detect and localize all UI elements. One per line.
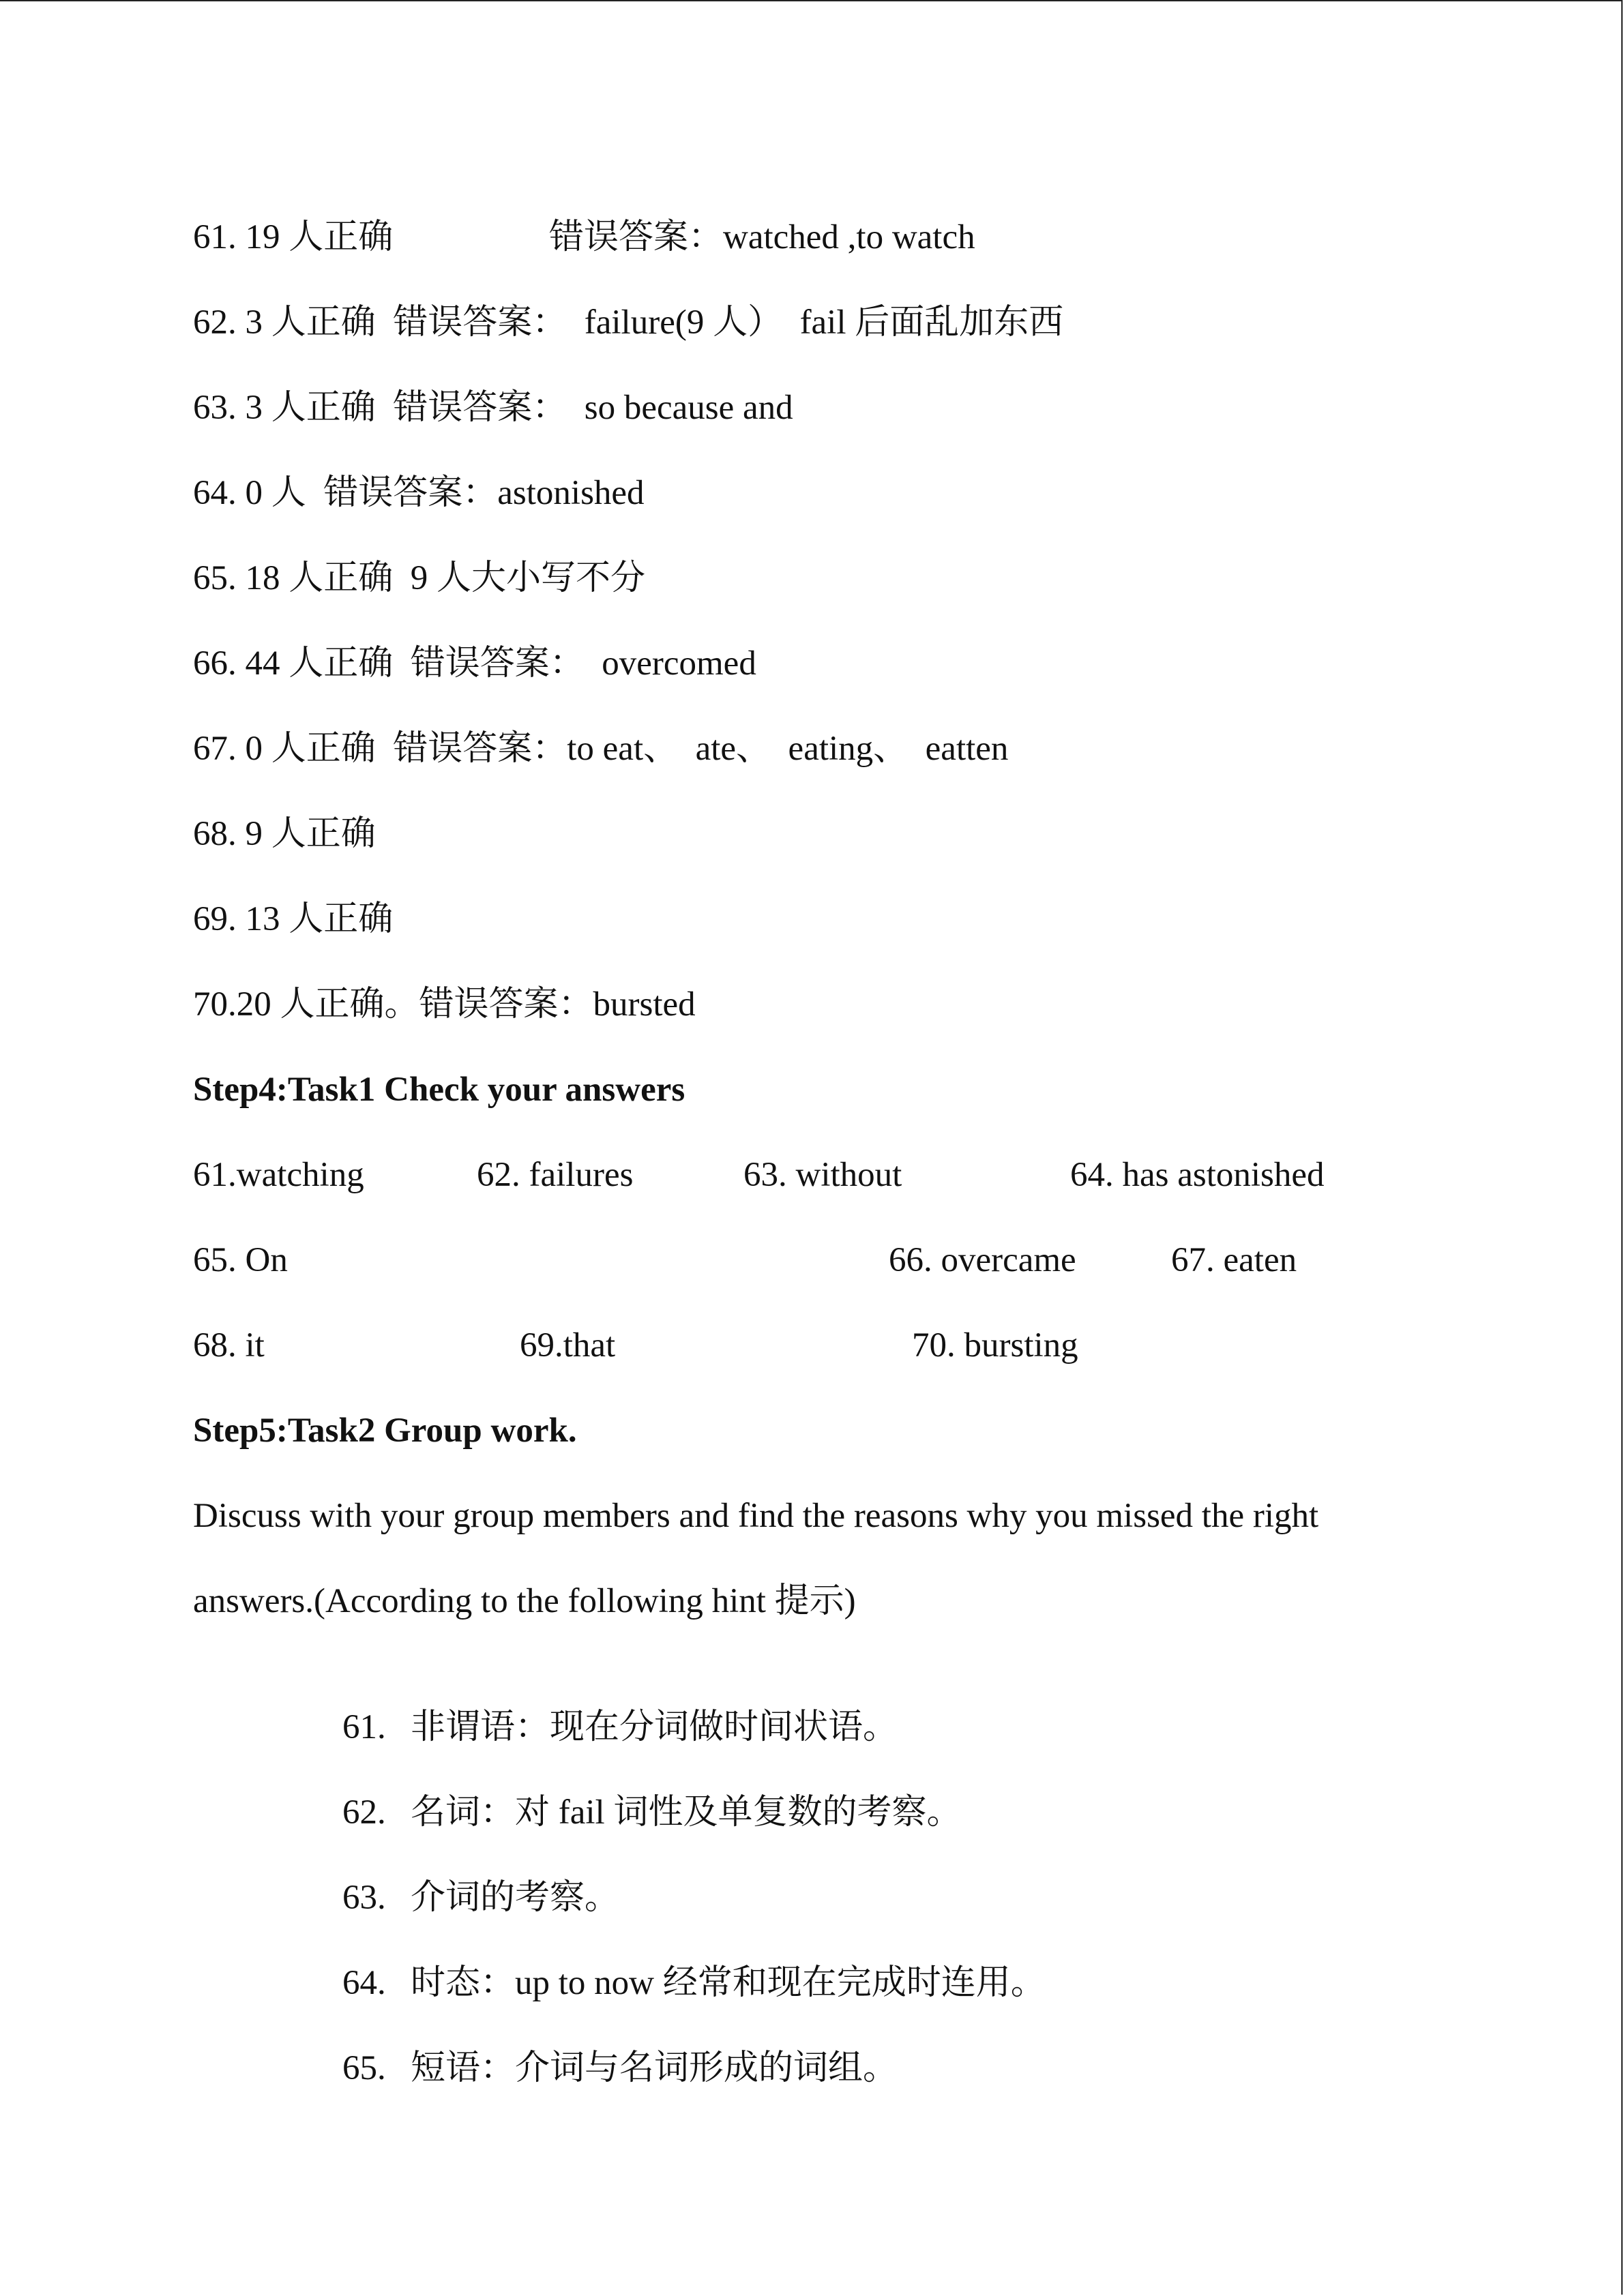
answer-67: 67. eaten [1171, 1241, 1297, 1279]
stat-line-65: 65. 18 人正确 9 人大小写不分 [193, 559, 646, 597]
stat-line-62: 62. 3 人正确 错误答案： failure(9 人） fail 后面乱加东西 [193, 303, 1064, 342]
hint-item [308, 2007, 898, 2130]
hint-number: 63. [342, 1879, 386, 1917]
hint-text: 介词的考察。 [411, 1879, 620, 1917]
stat-line-64: 64. 0 人 错误答案：astonished [193, 474, 645, 512]
hint-text: 非谓语：现在分词做时间状语。 [411, 1708, 898, 1746]
answer-66: 66. overcame [889, 1241, 1076, 1279]
stat-line-63: 63. 3 人正确 错误答案： so because and [193, 389, 793, 427]
answer-64: 64. has astonished [1070, 1156, 1325, 1194]
hint-text: 名词：对 fail 词性及单复数的考察。 [411, 1793, 962, 1832]
hint-number: 61. [342, 1708, 386, 1746]
hint-text: 短语：介词与名词形成的词组。 [411, 2049, 898, 2087]
answer-65: 65. On [193, 1241, 288, 1279]
stat-61-wrong: 错误答案：watched ,to watch [549, 218, 975, 256]
hint-text: 时态：up to now 经常和现在完成时连用。 [411, 1964, 1046, 2002]
stat-61-count: 61. 19 人正确 [193, 218, 394, 256]
answers-row-3 [193, 1325, 1475, 1366]
step5-paragraph-line-1: Discuss with your group members and find the reasons why you missed the right [193, 1497, 1319, 1535]
stat-line-68: 68. 9 人正确 [193, 815, 376, 853]
stat-line-67: 67. 0 人正确 错误答案：to eat、 ate、 eating、 eatten [193, 730, 1009, 768]
step5-heading: Step5:Task2 Group work. [193, 1412, 577, 1450]
stat-line-69: 69. 13 人正确 [193, 900, 394, 938]
hint-number: 62. [342, 1793, 386, 1832]
answers-row-2 [193, 1240, 1475, 1281]
stat-line-70: 70.20 人正确。错误答案：bursted [193, 985, 696, 1024]
answers-row-1 [193, 1154, 1475, 1195]
answer-62: 62. failures [477, 1156, 634, 1194]
stat-line-66: 66. 44 人正确 错误答案： overcomed [193, 644, 756, 683]
answer-61: 61.watching [193, 1156, 364, 1194]
answer-69: 69.that [520, 1326, 616, 1365]
step4-heading: Step4:Task1 Check your answers [193, 1071, 685, 1109]
hint-number: 64. [342, 1964, 386, 2002]
answer-68: 68. it [193, 1326, 265, 1365]
hint-number: 65. [342, 2049, 386, 2087]
step5-paragraph-line-2: answers.(According to the following hint 提示) [193, 1582, 856, 1620]
answer-63: 63. without [743, 1156, 902, 1194]
answer-70: 70. bursting [912, 1326, 1078, 1365]
